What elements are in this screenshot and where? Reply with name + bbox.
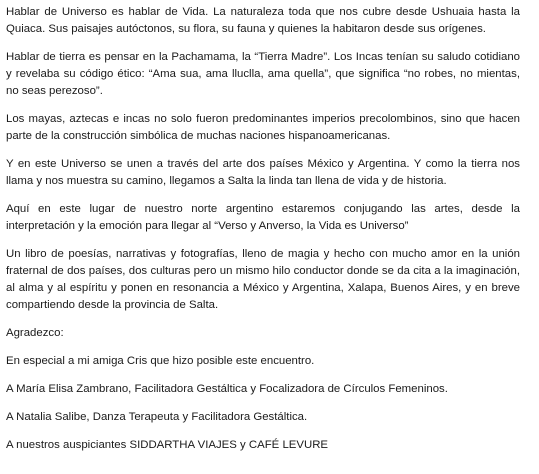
paragraph-universo-vida: Hablar de Universo es hablar de Vida. La naturaleza toda que nos cubre desde Ushuaia hasta la Quiaca. Sus paisajes autóctonos, su flora, su fauna y quienes la habitaron desde sus orígenes. [6,6,520,35]
paragraph-thanks-natalia: A Natalia Salibe, Danza Terapeuta y Facilitadora Gestáltica. [6,411,308,423]
paragraph-thanks-sponsors: A nuestros auspiciantes SIDDARTHA VIAJES y CAFÉ LEVURE [6,439,329,451]
paragraph-mexico-argentina: Y en este Universo se unen a través del arte dos países México y Argentina. Y como la tierra nos llama y nos muestra su camino, llegamos a Salta la linda tan llena de vida y de historia. [6,158,520,187]
paragraph-libro: Un libro de poesías, narrativas y fotografías, lleno de magia y hecho con mucho amor en la unión fraternal de dos países, dos culturas pero un mismo hilo conductor donde se da cita a la imaginación, al alma y al espíritu y ponen en resonancia a México y Argentina, Xalapa, Buenos Aires, y en breve compartiendo desde la provincia de Salta. [6,248,520,311]
paragraph-agradezco: Agradezco: [6,327,64,339]
paragraph-mayas-aztecas-incas: Los mayas, aztecas e incas no solo fueron predominantes imperios precolombinos, sino que hacen parte de la construcción simbólica de muchas naciones hispanoamericanas. [6,113,520,142]
paragraph-pachamama: Hablar de tierra es pensar en la Pachamama, la “Tierra Madre”. Los Incas tenían su saludo cotidiano y revelaba su código ético: “Ama sua, ama lluclla, ama quella”, que significa “no robes, no mientas, no seas perezoso”. [6,51,520,97]
document-page [6,4,520,465]
paragraph-thanks-maria-elisa: A María Elisa Zambrano, Facilitadora Gestáltica y Focalizadora de Círculos Femeninos. [6,383,448,395]
paragraph-norte-argentino: Aquí en este lugar de nuestro norte argentino estaremos conjugando las artes, desde la interpretación y la emoción para llegar al “Verso y Anverso, la Vida es Universo” [6,203,520,232]
paragraph-thanks-cris: En especial a mi amiga Cris que hizo posible este encuentro. [6,355,315,367]
